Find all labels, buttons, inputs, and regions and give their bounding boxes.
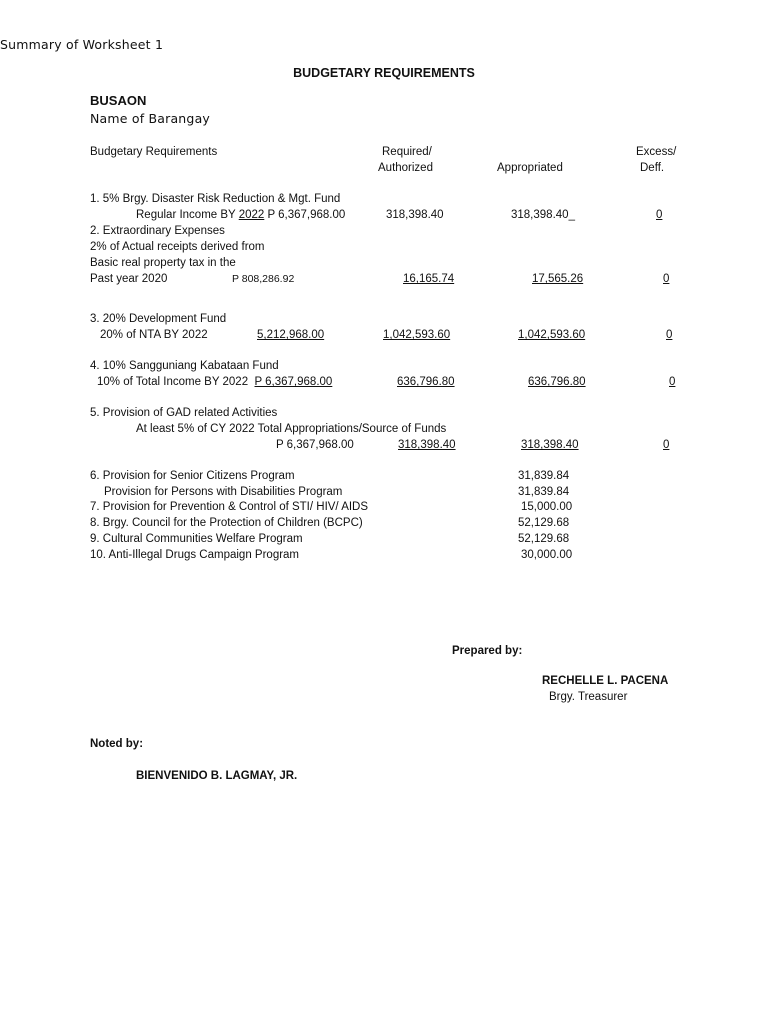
item-sk-basis: 10% of Total Income BY 2022 P 6,367,968.00 (97, 376, 333, 388)
barangay-label: Name of Barangay (90, 111, 211, 126)
column-header-excess: Excess/ (636, 146, 677, 158)
column-header-requirements: Budgetary Requirements (90, 146, 218, 158)
item-extraordinary-title: 2. Extraordinary Expenses (90, 225, 225, 237)
item-sk-appropriated: 636,796.80 (528, 376, 586, 388)
column-header-appropriated: Appropriated (497, 162, 563, 174)
item-sk-title: 4. 10% Sangguniang Kabataan Fund (90, 360, 279, 372)
item-drrm-title: 1. 5% Brgy. Disaster Risk Reduction & Mgt. Fund (90, 193, 341, 205)
program-label: 6. Provision for Senior Citizens Program (90, 470, 295, 482)
item-sk-excess: 0 (669, 376, 676, 388)
document-title: BUDGETARY REQUIREMENTS (293, 66, 475, 80)
item-development-title: 3. 20% Development Fund (90, 313, 227, 325)
item-gad-excess: 0 (663, 439, 670, 451)
item-development-excess: 0 (666, 329, 673, 341)
item-development-basis: 20% of NTA BY 2022 (100, 329, 208, 341)
item-drrm-basis: Regular Income BY 2022 P 6,367,968.00 (136, 209, 346, 221)
item-extraordinary-required: 16,165.74 (403, 273, 455, 285)
program-amount: 52,129.68 (518, 533, 570, 545)
noted-by-label: Noted by: (90, 738, 144, 750)
item-extraordinary-line3: Past year 2020 (90, 273, 168, 285)
program-label: Provision for Persons with Disabilities Program (104, 486, 343, 498)
program-label: 7. Provision for Prevention & Control of STI/ HIV/ AIDS (90, 501, 369, 513)
program-amount: 31,839.84 (518, 470, 570, 482)
item-development-required: 1,042,593.60 (383, 329, 451, 341)
item-gad-basis-amount: P 6,367,968.00 (276, 439, 354, 451)
program-amount: 15,000.00 (521, 501, 573, 513)
item-development-appropriated: 1,042,593.60 (518, 329, 586, 341)
program-amount: 30,000.00 (521, 549, 573, 561)
item-extraordinary-excess: 0 (663, 273, 670, 285)
column-header-required: Required/ (382, 146, 432, 158)
program-amount: 31,839.84 (518, 486, 570, 498)
program-label: 9. Cultural Communities Welfare Program (90, 533, 303, 545)
program-label: 8. Brgy. Council for the Protection of Children (BCPC) (90, 517, 363, 529)
preparer-title: Brgy. Treasurer (549, 691, 628, 703)
column-header-authorized: Authorized (378, 162, 433, 174)
item-extraordinary-line2: Basic real property tax in the (90, 257, 236, 269)
noter-name: BIENVENIDO B. LAGMAY, JR. (136, 770, 298, 782)
prepared-by-label: Prepared by: (452, 645, 523, 657)
program-label: 10. Anti-Illegal Drugs Campaign Program (90, 549, 300, 561)
item-gad-required: 318,398.40 (398, 439, 456, 451)
barangay-name: BUSAON (90, 93, 147, 108)
item-gad-appropriated: 318,398.40 (521, 439, 579, 451)
item-extraordinary-basis-amount: P 808,286.92 (232, 273, 295, 285)
item-drrm-excess: 0 (656, 209, 663, 221)
item-gad-title: 5. Provision of GAD related Activities (90, 407, 278, 419)
document-subtitle: Summary of Worksheet 1 (0, 37, 164, 52)
item-drrm-required: 318,398.40 (386, 209, 444, 221)
program-amount: 52,129.68 (518, 517, 570, 529)
column-header-deff: Deff. (640, 162, 665, 174)
item-sk-required: 636,796.80 (397, 376, 455, 388)
item-gad-line1: At least 5% of CY 2022 Total Appropriations/Source of Funds (136, 423, 447, 435)
item-development-basis-amount: 5,212,968.00 (257, 329, 325, 341)
item-extraordinary-appropriated: 17,565.26 (532, 273, 584, 285)
item-extraordinary-line1: 2% of Actual receipts derived from (90, 241, 265, 253)
item-drrm-appropriated: 318,398.40_ (511, 209, 575, 221)
preparer-name: RECHELLE L. PACENA (542, 675, 669, 687)
